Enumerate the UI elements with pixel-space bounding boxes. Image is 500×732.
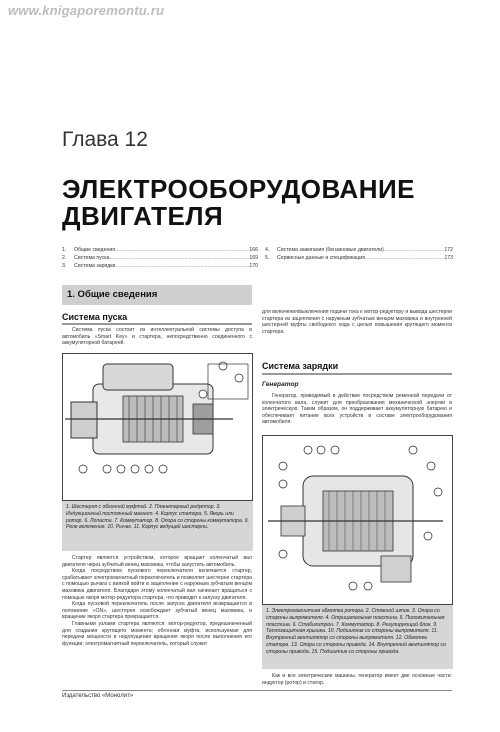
- starter-paragraph: Когда посредством пускового переключателя включается стартер, срабатывает электромагнитный переключатель и позволяет шестерне стартера с помощью рычага с вилкой войти в зацепление с наружным зубчатым венцом маховика двигателя. Благодаря этому коленчатый вал начинает вращаться с помощью якоря мотор-редуктора стартера, что приводит к запуску двигателя.: [62, 568, 252, 601]
- toc-number: 1.: [62, 247, 67, 253]
- closing-block: [262, 673, 452, 686]
- toc-page: 169: [249, 255, 258, 262]
- starting-intro: [62, 327, 252, 347]
- section-title: 1. Общие сведения: [67, 289, 158, 300]
- toc-entry: [62, 262, 258, 270]
- starter-paragraph: Стартер является устройством, которое вращает коленчатый вал двигателя через зубчатый венец маховика, чтобы запустить автомобиль.: [62, 555, 252, 568]
- continuation-text: для включения/выключения подачи тока к мотор-редуктору и вывода шестерни стартера из зацепления с наружным зубчатым венцом маховика и внутренней шестерней муфты свободного хода с целью повышения крутящего момента стартера.: [262, 309, 452, 335]
- toc-leader: [384, 246, 445, 254]
- toc-leader: [115, 246, 249, 254]
- toc-leader: [110, 254, 250, 262]
- toc-label: Система зарядки: [74, 263, 116, 270]
- starting-system-heading: Система пуска: [62, 312, 128, 322]
- starter-body: [62, 555, 252, 647]
- toc-entry: [62, 246, 258, 254]
- toc-page: 172: [444, 247, 453, 253]
- toc-number: 5.: [265, 255, 270, 262]
- closing-text: Как и все электрические машины, генератор имеет две основные части: индуктор (ротор) и статор.: [262, 673, 452, 686]
- starting-intro-text: Система пуска состоит из интеллектуальной системы доступа в автомобиль «Smart Key» и стартера, непосредственно соединенного с аккумуляторной батареей.: [62, 327, 252, 347]
- toc-leader: [115, 262, 249, 270]
- toc-entry: [62, 254, 258, 262]
- toc-label: Система зажигания (бензиновые двигатели): [277, 247, 384, 253]
- generator-figure: [262, 435, 453, 605]
- toc-page: 173: [444, 255, 453, 262]
- generator-caption: 1. Электромагнитная обмотка ротора. 2. Стяжной шток. 3. Опора со стороны выпрямителя. 4. Отрицательная пластина. 5. Положительная пластина. 6. Стабилитрон. 7. Коммутатор. 8. Регулирующий блок. 9. Теплозащитная крышка. 10. Подшипник со стороны выпрямителя. 11. Внутренний вентилятор со стороны выпрямителя. 12. Обмотка статора. 13. Опора со стороны привода. 14. Внутренний вентилятор со стороны привода. 15. Подшипник со стороны привода.: [262, 605, 453, 669]
- charging-system-heading: Система зарядки: [262, 361, 339, 371]
- generator-text: Генератор, приводимый в действие посредством ременной передачи от коленчатого вала, служит для преобразования механической энергии в электрическую. Таким образом, он поддерживает аккумуляторную батарею и обеспечивает питание всех устройств в составе электрооборудования автомобиля.: [262, 393, 452, 426]
- generator-diagram: [263, 436, 452, 604]
- toc-page: 170: [249, 263, 258, 270]
- page-title: ЭЛЕКТРООБОРУДОВАНИЕ ДВИГАТЕЛЯ: [62, 174, 416, 231]
- heading-rule: [62, 323, 252, 325]
- footer-rule: [62, 690, 452, 691]
- starter-diagram: [63, 354, 252, 500]
- heading-rule-right: [262, 373, 452, 375]
- toc-left: [62, 246, 258, 271]
- starter-paragraph: Главными узлами стартера являются: мотор-редуктор, предназначенный для создания крутящего момента; обгонная муфта, используемая для передачи мощности и недопущения вращения якоря после выполнения его функции; электромагнитный переключатель, который служит: [62, 620, 252, 647]
- starter-paragraph: Когда пусковой переключатель после запуска двигателя возвращается в положение «ON», шестерня освобождает зубчатый венец маховика, и вращение якоря стартера прекращается.: [62, 601, 252, 621]
- starter-figure: [62, 353, 253, 501]
- toc-page: 166: [249, 247, 258, 253]
- toc-label: Общие сведения: [74, 247, 116, 253]
- right-continuation: [262, 309, 452, 335]
- generator-text-block: [262, 393, 452, 426]
- publisher-footer: Издательство «Монолит»: [62, 693, 134, 699]
- toc-right: [265, 246, 453, 262]
- toc-entry: [265, 246, 453, 254]
- toc-number: 4.: [265, 247, 270, 253]
- section-header: [62, 285, 252, 305]
- generator-heading: Генератор: [262, 381, 299, 388]
- toc-leader: [365, 254, 444, 262]
- site-watermark: www.knigaporemontu.ru: [8, 3, 165, 18]
- toc-number: 3.: [62, 263, 67, 270]
- starter-caption: 1. Шестерня с обгонной муфтой. 2. Планетарный редуктор. 3. Индукционный постоянный магнит. 4. Корпус статора. 5. Якорь или ротор. 6. Лопасти. 7. Коммутатор. 8. Опора со стороны коммутатора. 9. Реле включения. 10. Рычаг. 11. Корпус ведущей шестерни.: [62, 501, 253, 551]
- toc-number: 2.: [62, 255, 67, 262]
- chapter-label: Глава 12: [62, 128, 148, 151]
- toc-entry: [265, 254, 453, 262]
- toc-label: Система пуска: [74, 255, 110, 262]
- toc-label: Сервисные данные и спецификация: [277, 255, 365, 262]
